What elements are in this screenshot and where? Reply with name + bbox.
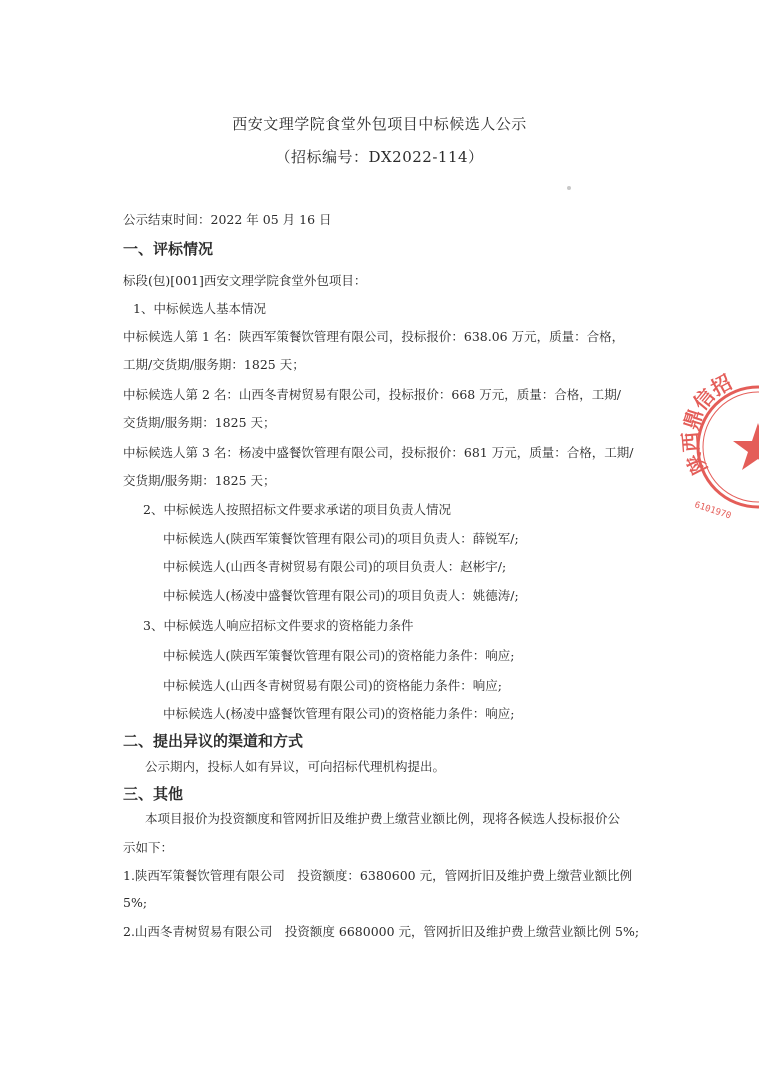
manager-line: 中标候选人(陕西军策餐饮管理有限公司)的项目负责人：薛锐军/; xyxy=(163,531,519,546)
document-title: 西安文理学院食堂外包项目中标候选人公示 xyxy=(232,115,527,133)
manager-line: 中标候选人(杨凌中盛餐饮管理有限公司)的项目负责人：姚德涛/; xyxy=(163,588,519,603)
other-intro-line1: 本项目报价为投资额度和管网折旧及维护费上缴营业额比例，现将各候选人投标报价公 xyxy=(145,811,621,826)
section-evaluation-heading: 一、评标情况 xyxy=(123,240,214,258)
bid-item-1-line2: 5%; xyxy=(123,895,148,910)
seal-star-icon xyxy=(733,423,759,470)
seal-text: 陕西鼎信招 xyxy=(677,369,736,479)
announcement-end-time: 公示结束时间：2022 年 05 月 16 日 xyxy=(123,212,332,227)
qualification-line: 中标候选人(杨凌中盛餐饮管理有限公司)的资格能力条件：响应; xyxy=(163,706,515,721)
candidate-1-line1: 中标候选人第 1 名：陕西军策餐饮管理有限公司，投标报价：638.06 万元，质量：合格， xyxy=(123,329,625,344)
qualification-line: 中标候选人(陕西军策餐饮管理有限公司)的资格能力条件：响应; xyxy=(163,648,515,663)
candidate-3-line2: 交货期/服务期：1825 天； xyxy=(123,473,276,488)
qualification-line: 中标候选人(山西冬青树贸易有限公司)的资格能力条件：响应; xyxy=(163,678,502,693)
company-seal xyxy=(677,369,759,522)
bid-item-2-line1: 2.山西冬青树贸易有限公司 投资额度 6680000 元，管网折旧及维护费上缴营业额比例 5%; xyxy=(123,924,640,939)
candidate-3-line1: 中标候选人第 3 名：杨凌中盛餐饮管理有限公司，投标报价：681 万元，质量：合格，工期/ xyxy=(123,445,634,460)
objection-text: 公示期内，投标人如有异议，可向招标代理机构提出。 xyxy=(145,759,446,774)
qualification-heading: 3、中标候选人响应招标文件要求的资格能力条件 xyxy=(143,618,414,633)
section-objection-heading: 二、提出异议的渠道和方式 xyxy=(123,732,304,750)
candidates-basic-heading: 1、中标候选人基本情况 xyxy=(133,301,266,316)
candidate-1-line2: 工期/交货期/服务期：1825 天； xyxy=(123,357,305,372)
bid-item-1-line1: 1.陕西军策餐饮管理有限公司 投资额度：6380600 元，管网折旧及维护费上缴营业额比例 xyxy=(123,868,633,883)
project-manager-heading: 2、中标候选人按照招标文件要求承诺的项目负责人情况 xyxy=(143,502,451,517)
tender-number: （招标编号：DX2022-114） xyxy=(275,148,484,166)
seal-code: 6101970 xyxy=(693,500,733,522)
section-other-heading: 三、其他 xyxy=(123,785,184,803)
manager-line: 中标候选人(山西冬青树贸易有限公司)的项目负责人：赵彬宇/; xyxy=(163,559,507,574)
scan-speck xyxy=(567,186,571,190)
candidate-2-line2: 交货期/服务期：1825 天； xyxy=(123,415,276,430)
lot-label: 标段(包)[001]西安文理学院食堂外包项目： xyxy=(123,273,367,288)
candidate-2-line1: 中标候选人第 2 名：山西冬青树贸易有限公司，投标报价：668 万元，质量：合格，工期/ xyxy=(123,387,621,402)
other-intro-line2: 示如下： xyxy=(123,840,174,855)
